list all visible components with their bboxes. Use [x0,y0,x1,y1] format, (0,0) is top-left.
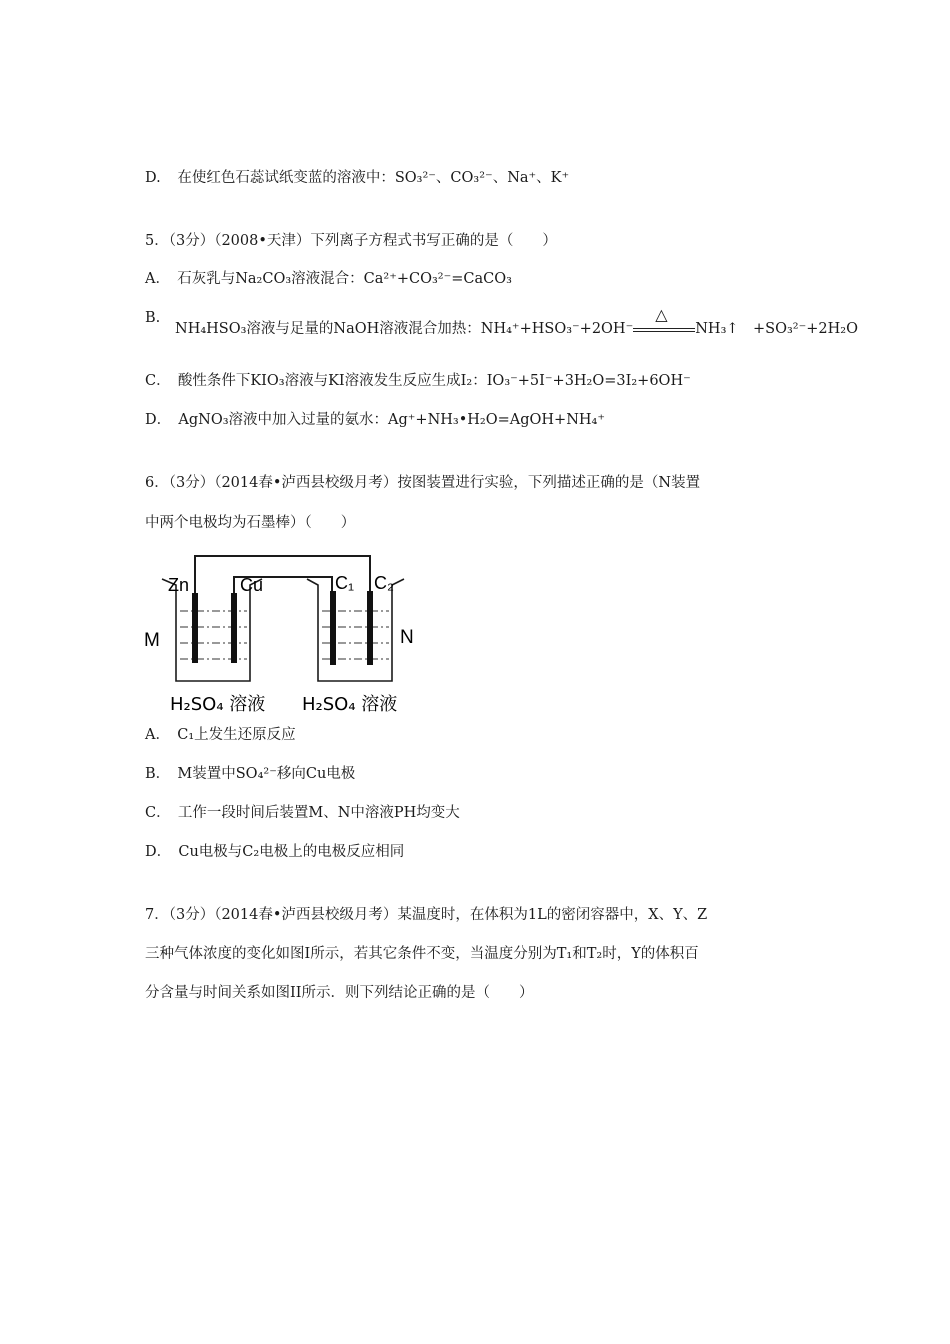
q4-option-d-label: D. [145,170,161,186]
c1-electrode [330,591,336,665]
q5-option-b-label: B. [145,310,161,326]
label-n: N [400,627,414,648]
q6-stem-line2: 中两个电极均为石墨棒）（ ） [145,515,356,531]
beaker-n [307,579,404,681]
q4-option-d-ions: SO₃²⁻、CO₃²⁻、Na⁺、K⁺ [394,170,570,186]
label-m: M [144,630,160,651]
cu-electrode [231,593,237,663]
q6-option-a: A． C₁上发生还原反应 [145,727,296,743]
q4-option-d [145,168,569,188]
q5-option-b-right: NH₃↑ +SO₃²⁻+2H₂O [695,321,858,337]
q6-option-c: C． 工作一段时间后装置M、N中溶液PH均变大 [145,805,460,821]
zn-electrode [192,593,198,663]
q7-stem-line2: 三种气体浓度的变化如图I所示，若其它条件不变，当温度分别为T₁和T₂时，Y的体积百 [145,946,699,962]
label-zn: Zn [168,575,190,595]
q5-option-b-left: NH₄HSO₃溶液与足量的NaOH溶液混合加热：NH₄⁺+HSO₃⁻+2OH⁻ [175,321,634,337]
label-cu: Cu [240,575,264,595]
q7-stem-line1: 7．（3分）（2014春•泸西县校级月考）某温度时，在体积为1L的密闭容器中，X、Y、Z [145,907,708,923]
q6-option-b: B． M装置中SO₄²⁻移向Cu电极 [145,766,356,782]
q5-option-d: D． AgNO₃溶液中加入过量的氨水：Ag⁺+NH₃•H₂O=AgOH+NH₄⁺ [145,412,605,428]
q5-option-c: C． 酸性条件下KIO₃溶液与KI溶液发生反应生成I₂：IO₃⁻+5I⁻+3H₂O=3I₂+6OH⁻ [145,373,691,389]
q5-option-a: A． 石灰乳与Na₂CO₃溶液混合：Ca²⁺+CO₃²⁻=CaCO₃ [145,271,512,287]
q5-option-b [175,305,858,339]
electrochemical-cell-diagram [142,553,432,718]
label-solution-right: H₂SO₄ 溶液 [302,694,398,715]
q6-stem-line1: 6．（3分）（2014春•泸西县校级月考）按图装置进行实验，下列描述正确的是（N装置 [145,475,701,491]
q5-stem: 5．（3分）（2008•天津）下列离子方程式书写正确的是（ ） [145,233,557,249]
heating-equals-sign [633,305,695,339]
q4-option-d-text: 在使红色石蕊试纸变蓝的溶液中： [177,170,395,186]
label-c2: C₂ [374,573,394,593]
q7-stem-line3: 分含量与时间关系如图II所示．则下列结论正确的是（ ） [145,985,534,1001]
label-solution-left: H₂SO₄ 溶液 [170,694,266,715]
q6-option-d: D． Cu电极与C₂电极上的电极反应相同 [145,844,405,860]
c2-electrode [367,591,373,665]
heating-triangle-icon: △ [655,305,668,324]
label-c1: C₁ [335,573,355,593]
